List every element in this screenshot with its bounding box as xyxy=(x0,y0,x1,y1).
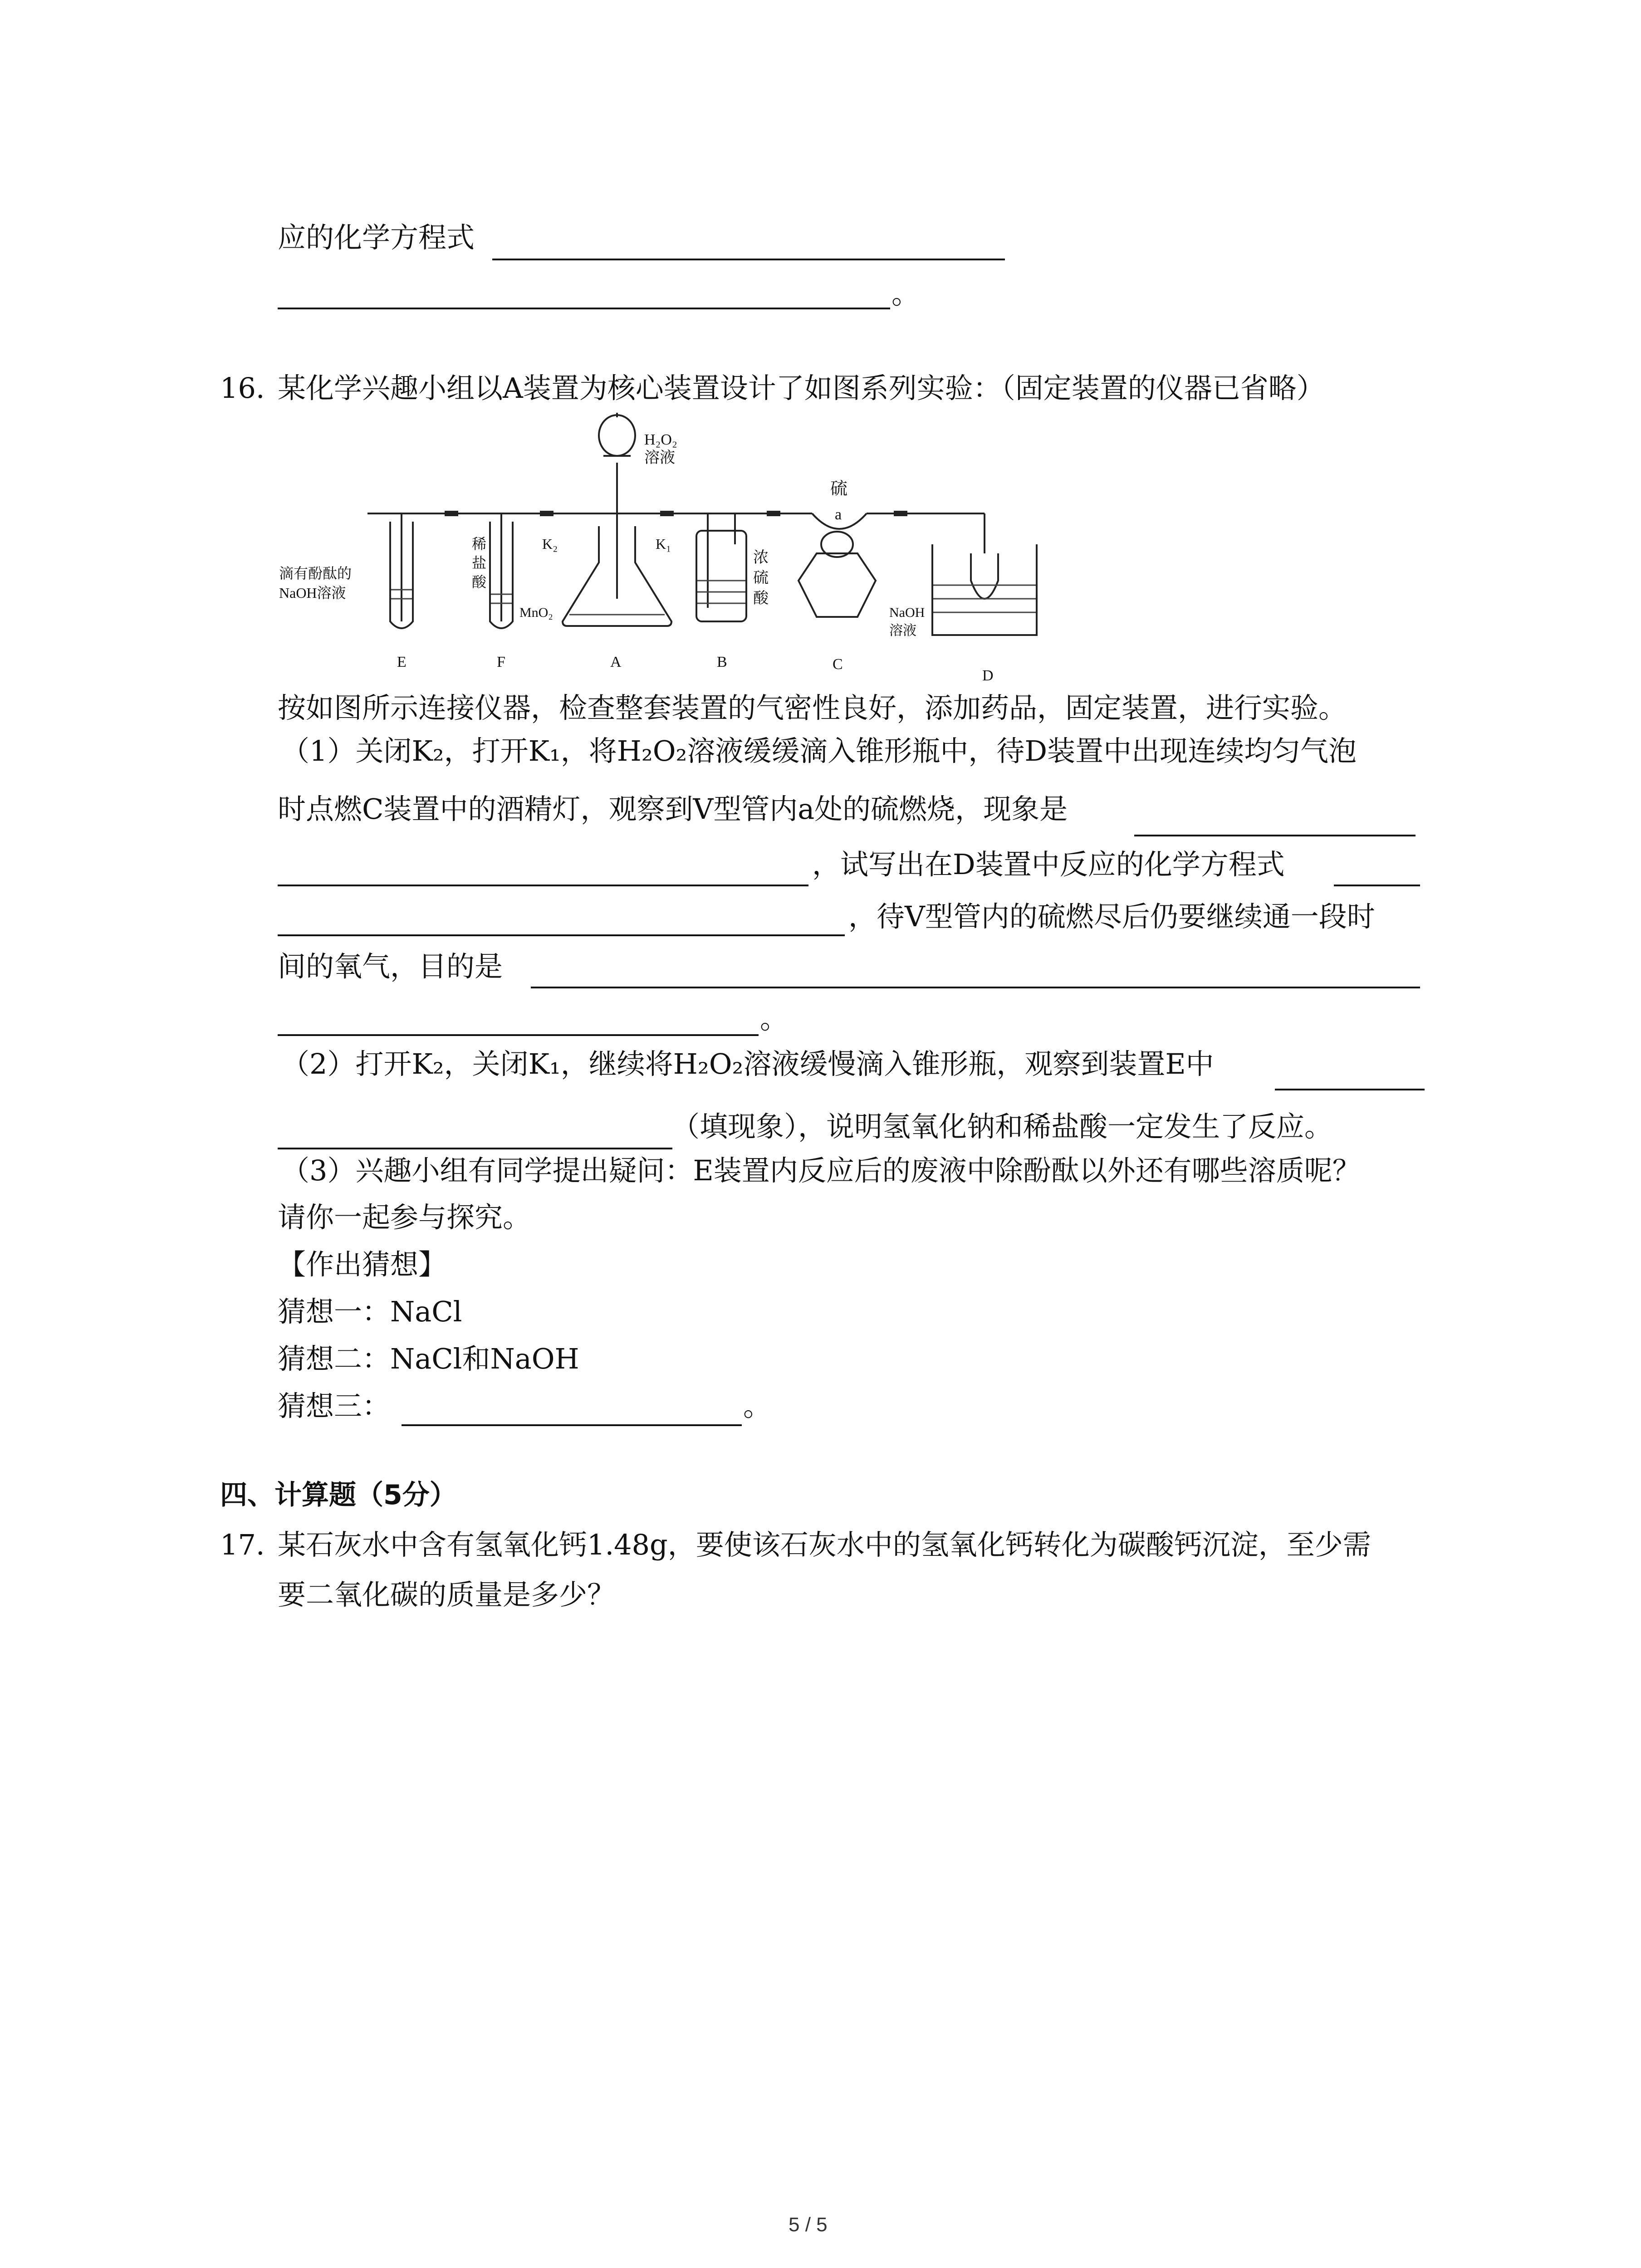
q16-phenomenon-blank-2[interactable] xyxy=(278,885,808,886)
h2o2-label: H₂O₂ xyxy=(644,431,677,448)
q15-answer-blank-2[interactable] xyxy=(278,308,890,309)
q16-part1-line4: ，待V型管内的硫燃尽后仍要继续通一段时 xyxy=(848,900,1375,933)
q16-e-phenomenon-blank-2[interactable] xyxy=(278,1148,672,1149)
q16-phenomenon-blank-1[interactable] xyxy=(1134,835,1416,836)
q16-e-phenomenon-blank-1[interactable] xyxy=(1275,1089,1425,1090)
valve-k2-label: K₂ xyxy=(542,536,558,552)
e-contents-label-2: NaOH溶液 xyxy=(279,585,346,601)
apparatus-b-label: B xyxy=(717,654,727,670)
d-contents-label-2: 溶液 xyxy=(889,623,916,638)
q16-part1-line2: 时点燃C装置中的酒精灯，观察到V型管内a处的硫燃烧，现象是 xyxy=(278,792,1068,826)
q16-hypothesis-title: 【作出猜想】 xyxy=(278,1248,447,1281)
q16-number: 16. xyxy=(220,371,265,405)
q16-part1-line6-end: 。 xyxy=(760,1002,789,1035)
q16-stem: 某化学兴趣小组以A装置为核心装置设计了如图系列实验：（固定装置的仪器已省略） xyxy=(278,371,1325,405)
q16-guess3-end: 。 xyxy=(743,1389,772,1422)
e-contents-label-1: 滴有酚酞的 xyxy=(279,565,352,582)
q16-purpose-blank-2[interactable] xyxy=(278,1034,759,1036)
point-a-label: a xyxy=(835,506,842,523)
valve-k1-label: K₁ xyxy=(656,536,671,552)
f-contents-label-3: 酸 xyxy=(472,574,487,590)
b-contents-label-3: 酸 xyxy=(753,590,769,607)
b-contents-label-2: 硫 xyxy=(753,570,769,587)
q15-answer-blank-1[interactable] xyxy=(492,259,1005,260)
apparatus-e-label: E xyxy=(397,654,407,670)
q16-part3-line2: 请你一起参与探究。 xyxy=(278,1201,531,1234)
q16-instruction: 按如图所示连接仪器，检查整套装置的气密性良好，添加药品，固定装置，进行实验。 xyxy=(278,691,1347,724)
q15-period: 。 xyxy=(892,277,920,310)
q16-guess3-blank[interactable] xyxy=(402,1424,742,1426)
q16-part1-line1: （1）关闭K₂，打开K₁，将H₂O₂溶液缓缓滴入锥形瓶中，待D装置中出现连续均匀气泡 xyxy=(281,734,1357,767)
q16-equation-blank-2[interactable] xyxy=(278,934,845,936)
q17-number: 17. xyxy=(220,1528,265,1561)
f-contents-label-1: 稀 xyxy=(472,536,487,552)
q17-line2: 要二氧化碳的质量是多少？ xyxy=(278,1578,616,1611)
d-contents-label-1: NaOH xyxy=(889,605,925,620)
q16-part2-line1: （2）打开K₂，关闭K₁，继续将H₂O₂溶液缓慢滴入锥形瓶，观察到装置E中 xyxy=(281,1047,1214,1080)
sulfur-label: 硫 xyxy=(830,479,848,499)
apparatus-figure xyxy=(272,408,1043,689)
q15-line1: 应的化学方程式 xyxy=(278,221,475,254)
b-contents-label-1: 浓 xyxy=(753,549,769,566)
q16-purpose-blank-1[interactable] xyxy=(531,987,1420,988)
q16-guess1: 猜想一：NaCl xyxy=(278,1295,462,1328)
apparatus-f-label: F xyxy=(497,654,505,670)
apparatus-a-label: A xyxy=(610,654,622,670)
apparatus-c-label: C xyxy=(833,656,843,673)
q16-equation-blank-1[interactable] xyxy=(1334,885,1420,886)
q16-part3-line1: （3）兴趣小组有同学提出疑问：E装置内反应后的废液中除酚酞以外还有哪些溶质呢？ xyxy=(281,1154,1361,1187)
q16-part2-line2: （填现象），说明氢氧化钠和稀盐酸一定发生了反应。 xyxy=(671,1110,1333,1143)
q16-guess2: 猜想二：NaCl和NaOH xyxy=(278,1342,579,1375)
section4-title: 四、计算题（5分） xyxy=(220,1479,457,1511)
mno2-label: MnO₂ xyxy=(519,605,553,620)
q16-part1-line5: 间的氧气，目的是 xyxy=(278,950,503,983)
apparatus-d-label: D xyxy=(982,667,994,684)
q16-guess3-label: 猜想三： xyxy=(278,1389,391,1422)
page-number: 5 / 5 xyxy=(789,2214,828,2236)
f-contents-label-2: 盐 xyxy=(472,555,487,571)
q16-part1-line3: ，试写出在D装置中反应的化学方程式 xyxy=(812,848,1285,881)
h2o2-solution-label: 溶液 xyxy=(644,450,675,466)
q17-line1: 某石灰水中含有氢氧化钙1.48g，要使该石灰水中的氢氧化钙转化为碳酸钙沉淀，至少需 xyxy=(278,1528,1371,1561)
